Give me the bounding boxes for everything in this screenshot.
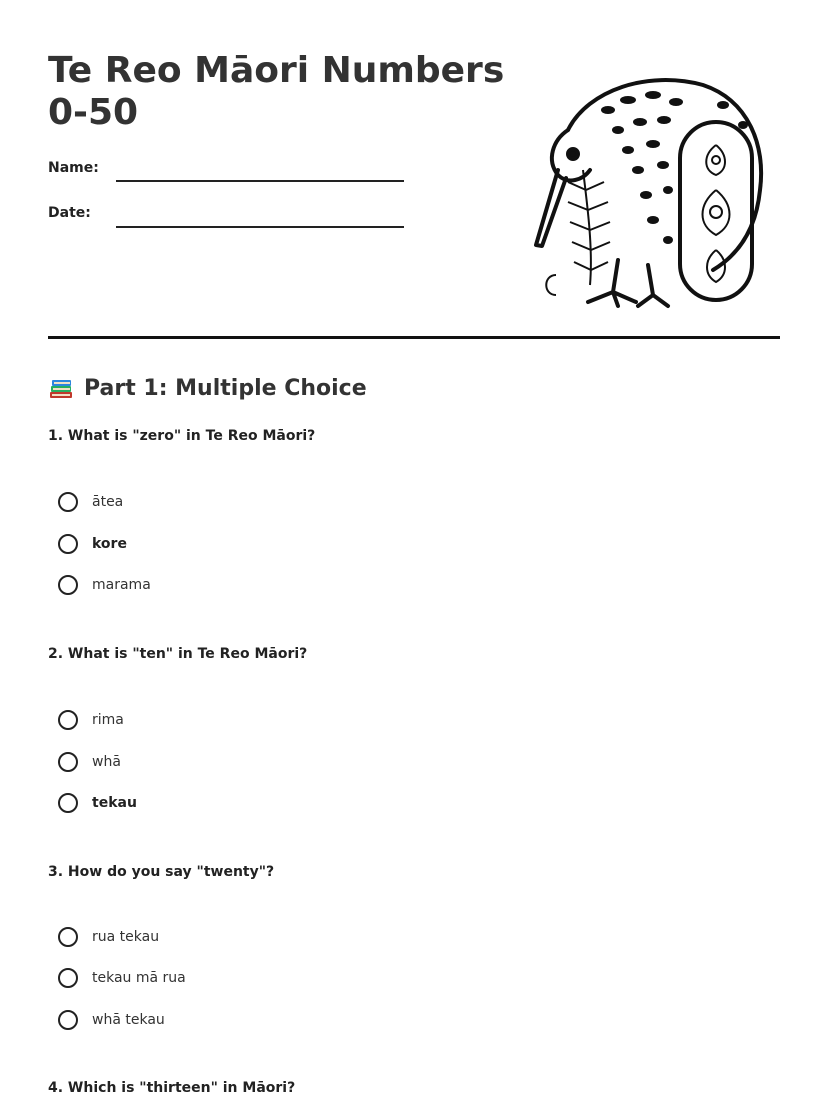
- radio-button[interactable]: [58, 793, 78, 813]
- q1-option-1[interactable]: [58, 492, 123, 512]
- radio-button[interactable]: [58, 575, 78, 595]
- kiwi-bird-illustration: [528, 70, 768, 315]
- option-label: marama: [92, 577, 151, 593]
- question-1: 1. What is "zero" in Te Reo Māori?: [48, 428, 316, 444]
- radio-button[interactable]: [58, 927, 78, 947]
- option-label: rua tekau: [92, 929, 160, 945]
- option-label: whā tekau: [92, 1012, 165, 1028]
- books-icon: [48, 376, 74, 402]
- option-label: kore: [92, 536, 127, 552]
- option-label: tekau mā rua: [92, 970, 186, 986]
- page-title: [48, 50, 504, 134]
- q3-option-1[interactable]: [58, 927, 159, 947]
- title-line-1: Te Reo Māori Numbers: [48, 50, 505, 91]
- radio-button[interactable]: [58, 1010, 78, 1030]
- date-field[interactable]: [116, 226, 404, 228]
- radio-button[interactable]: [58, 710, 78, 730]
- option-label: whā: [92, 754, 121, 770]
- part-1-heading: [48, 374, 367, 404]
- q2-option-2[interactable]: [58, 752, 121, 772]
- q3-option-3[interactable]: [58, 1010, 165, 1030]
- section-divider: [48, 336, 780, 339]
- q1-option-3[interactable]: [58, 575, 151, 595]
- option-label: tekau: [92, 795, 137, 811]
- name-label: Name:: [48, 160, 99, 176]
- radio-button[interactable]: [58, 752, 78, 772]
- option-label: ātea: [92, 494, 124, 510]
- name-field[interactable]: [116, 180, 404, 182]
- part-1-title: Part 1: Multiple Choice: [84, 376, 367, 401]
- option-label: rima: [92, 712, 124, 728]
- q1-option-2[interactable]: [58, 534, 127, 554]
- radio-button[interactable]: [58, 492, 78, 512]
- q2-option-3[interactable]: [58, 793, 137, 813]
- title-line-2: 0-50: [48, 92, 139, 133]
- q2-option-1[interactable]: [58, 710, 124, 730]
- radio-button[interactable]: [58, 968, 78, 988]
- date-label: Date:: [48, 205, 91, 221]
- question-3: 3. How do you say "twenty"?: [48, 864, 275, 880]
- radio-button[interactable]: [58, 534, 78, 554]
- question-4: 4. Which is "thirteen" in Māori?: [48, 1080, 296, 1096]
- q3-option-2[interactable]: [58, 968, 186, 988]
- question-2: 2. What is "ten" in Te Reo Māori?: [48, 646, 308, 662]
